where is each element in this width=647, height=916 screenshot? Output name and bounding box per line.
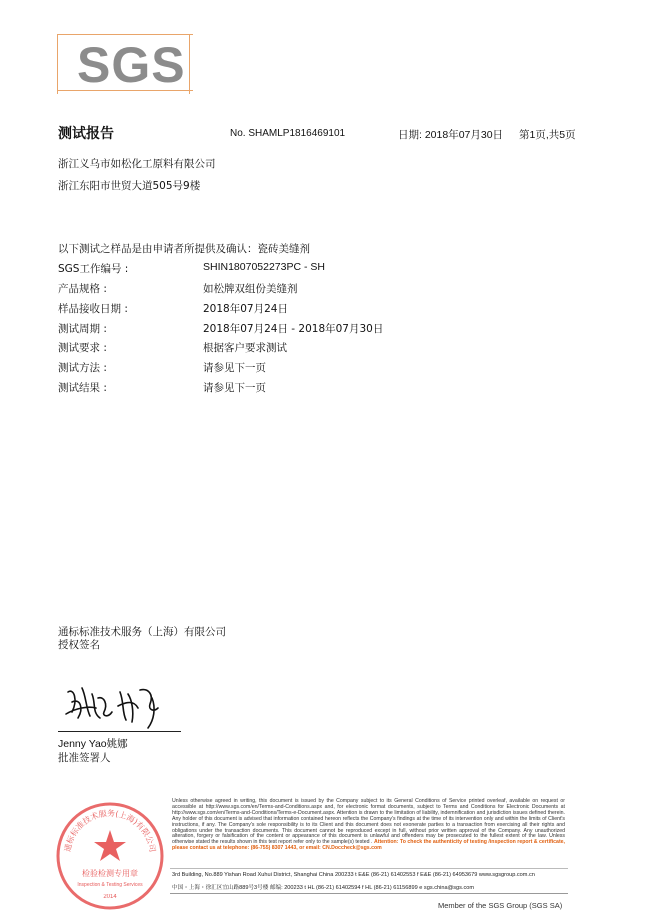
official-seal [54,800,166,916]
field-value-received: 2018年07月24日 [203,303,288,315]
seal-outer-text: 通标标准技术服务(上海)有限公司 [63,808,157,853]
field-value-period: 2018年07月24日 - 2018年07月30日 [203,323,384,335]
field-label-received: 样品接收日期 : [58,303,128,315]
report-title: 测试报告 [58,126,114,142]
field-value-spec: 如松牌双组份美缝剂 [203,283,298,295]
field-label-result: 测试结果 : [58,382,107,394]
footer-address-cn: 中国・上海・徐汇区宜山路889号3号楼 邮编: 200233 t HL (86-21) 61402594 f HL (86-21) 61156899 e sgs.china@sgs.com [172,885,475,891]
signature-line [58,731,181,732]
field-label-requirement: 测试要求 : [58,342,107,354]
sgs-logo-text: SGS [77,37,186,93]
seal-en-text: Inspection & Testing Services [77,882,143,888]
field-value-job-no: SHIN1807052273PC - SH [203,261,325,273]
field-label-job-no: SGS工作编号 : [58,263,129,275]
field-value-requirement: 根据客户要求测试 [203,342,287,354]
signatory-auth-label: 授权签名 [58,639,100,651]
footer-address-en: 3rd Building, No.889 Yishan Road Xuhui District, Shanghai China 200233 t E&E (86-21) 61402553 f E&E (86-21) 64953679 www.sgsgroup.com.cn [172,872,535,878]
legal-disclaimer [172,799,565,852]
field-value-method: 请参见下一页 [203,362,266,374]
sgs-member-line: Member of the SGS Group (SGS SA) [438,901,563,910]
applicant-name: 浙江义乌市如松化工原料有限公司 [58,158,216,170]
footer-rule [170,893,568,894]
field-label-period: 测试周期 : [58,323,107,335]
authenticity-warning: Attention: To check the authenticity of testing /inspection report & certificate, please contact us at telephone: (86-755) 8307 1443, or email: CN.Doccheck@sgs.com [172,839,566,852]
report-number: No. SHAMLP1816469101 [230,128,346,139]
footer-divider [170,868,568,869]
seal-code: 2014 [103,894,117,900]
report-date: 日期: 2018年07月30日 [398,129,504,141]
sample-intro: 以下测试之样品是由申请者所提供及确认：瓷砖美缝剂 [58,243,310,255]
applicant-address: 浙江东阳市世贸大道505号9楼 [58,180,201,192]
signatory-company: 通标标准技术服务（上海）有限公司 [58,626,226,638]
legal-text: Unless otherwise agreed in writing, this document is issued by the Company subject to its General Conditions of Service printed overleaf, available on request or accessible at http://www.sgs.com/en/Terms-and-Conditions.aspx and, for electronic format documents, subject to Terms and Conditions for Electronic Documents at http://www.sgs.com/en/Terms-and-Conditions/Terms-e-Document.aspx. Attention is drawn to the limitation of liability, indemnification and jurisdiction issues defined therein. Any holder of this document is advised that information contained hereon reflects the Company's findings at the time of its intervention only and within the limits of Client's instructions, if any. The Company's sole responsibility is to its Client and this document does not exonerate parties to a transaction from exercising all their rights and obligations under the transaction documents. This document cannot be reproduced except in full, without prior written approval of the Company. Any unauthorized alteration, forgery or falsification of the content or appearance of this document is unlawful and offenders may be prosecuted to the fullest extent of the law. Unless otherwise stated the results shown in this test report refer only to the sample(s) tested . [172,798,565,846]
signatory-role: 批准签署人 [58,752,111,764]
sgs-logo [57,34,191,92]
page-indicator: 第1页,共5页 [519,129,576,141]
seal-inner-text: 检验检测专用章 [82,869,138,878]
handwritten-signature [62,678,172,730]
field-value-result: 请参见下一页 [203,382,266,394]
signatory-name: Jenny Yao姚娜 [58,738,128,750]
field-label-method: 测试方法 : [58,362,107,374]
field-label-spec: 产品规格 : [58,283,107,295]
